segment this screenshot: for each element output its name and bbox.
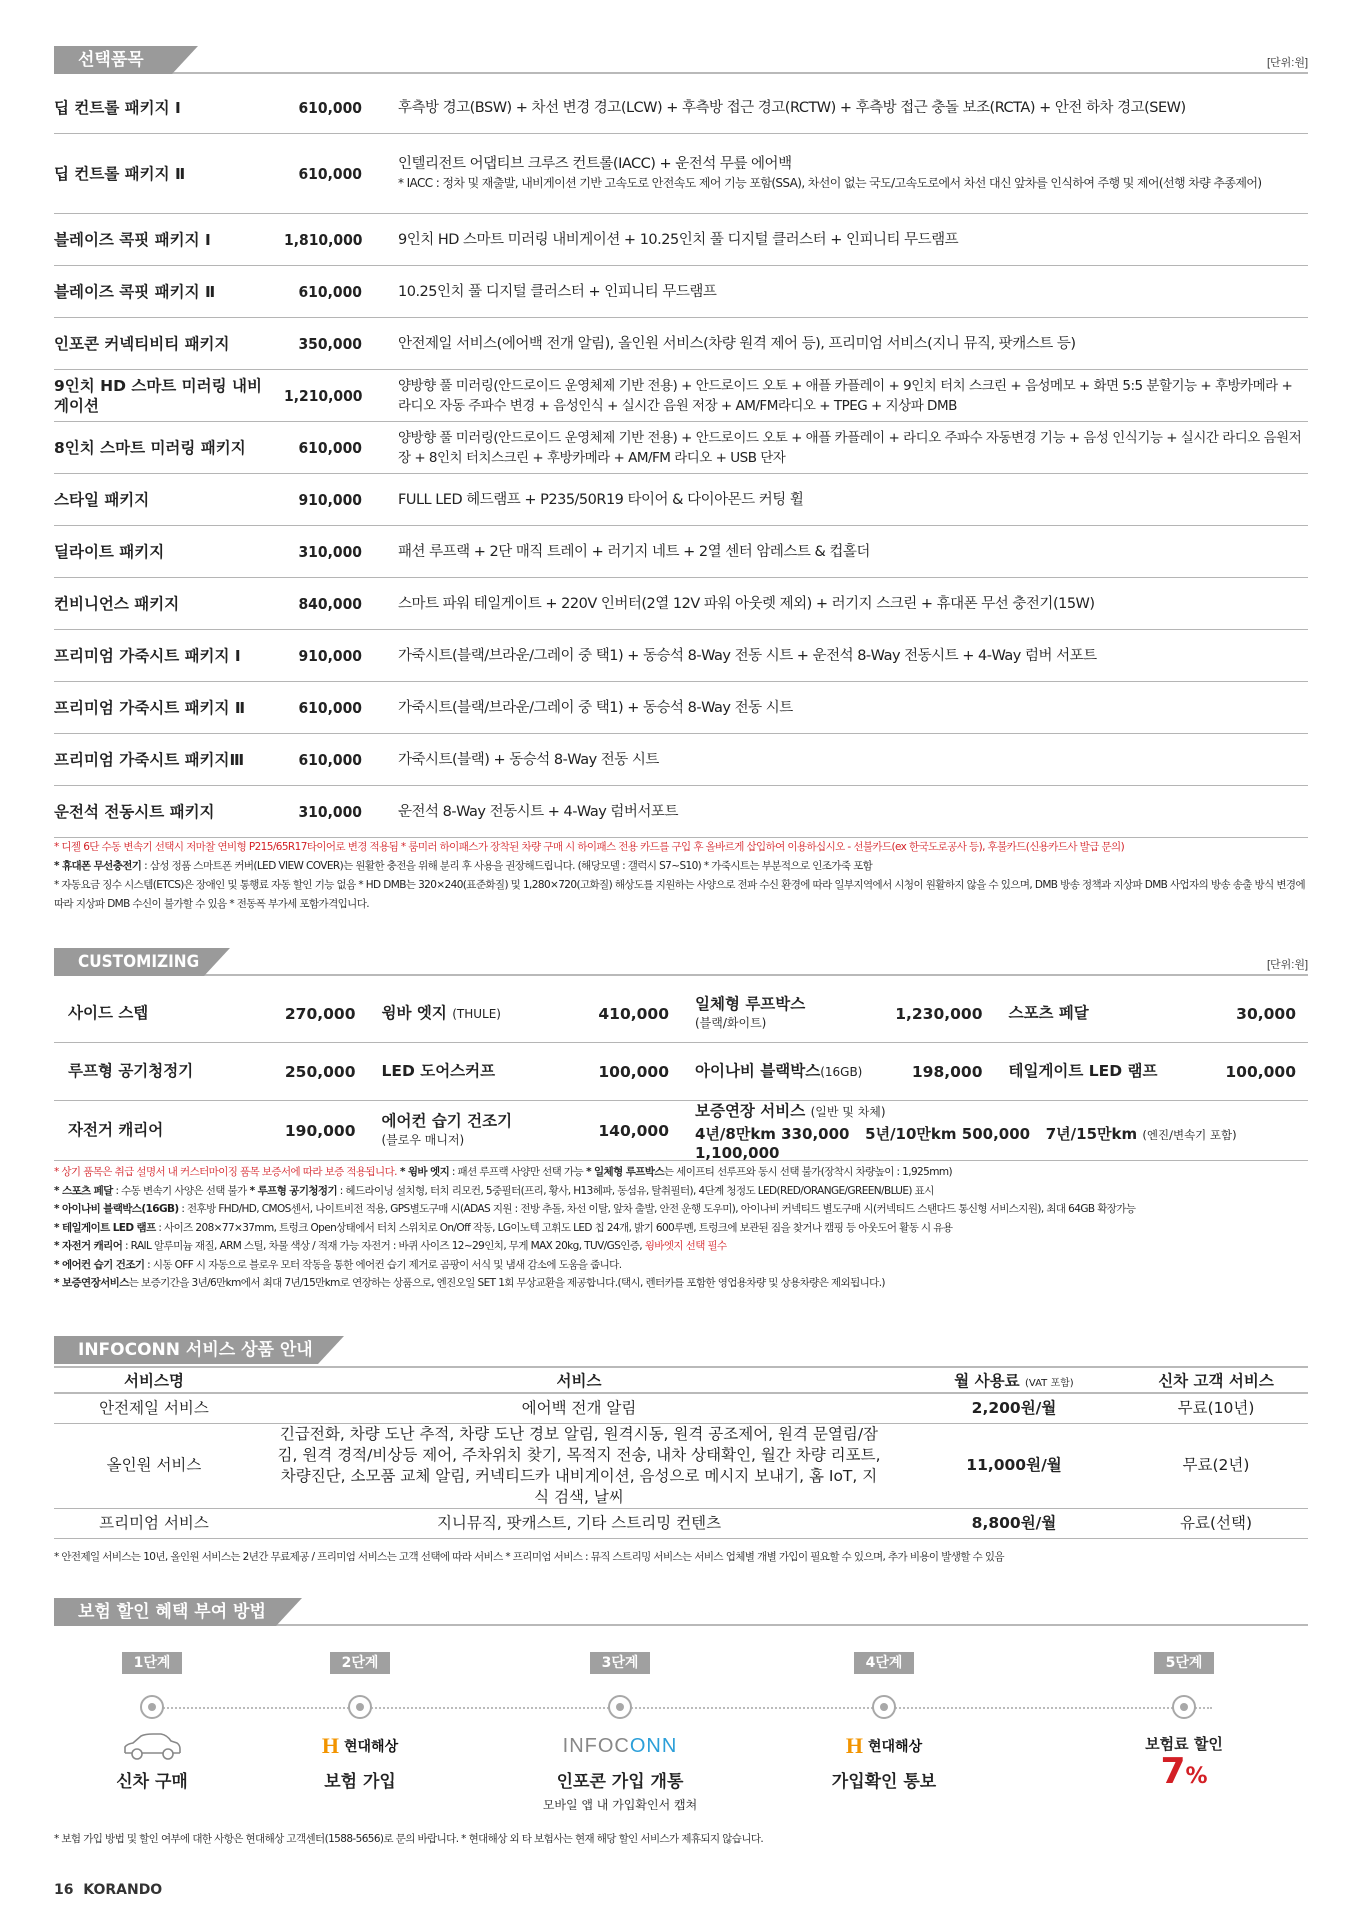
step-label: 가입확인 통보	[831, 1772, 937, 1792]
item-name-sub: (16GB)	[820, 1064, 863, 1079]
col-monthly-fee-text: 월 사용료	[954, 1372, 1020, 1390]
options-section-header	[54, 46, 1308, 74]
service-fee: 2,200원/월	[904, 1393, 1124, 1423]
note-bold: * 스포츠 페달	[54, 1184, 113, 1197]
warranty-extension-item	[681, 1099, 1308, 1162]
option-desc-text: 패션 루프랙 + 2단 매직 트레이 + 러기지 네트 + 2열 센터 암레스트 & 컵홀더	[398, 543, 870, 560]
brand-name: KORANDO	[83, 1882, 163, 1898]
service-new-car: 무료(2년)	[1124, 1423, 1308, 1508]
col-monthly-fee-sub: (VAT 포함)	[1025, 1378, 1074, 1389]
option-price: 610,000	[298, 98, 362, 117]
option-price: 310,000	[298, 542, 362, 561]
customizing-item-price: 250,000	[284, 1062, 356, 1081]
discount-unit: %	[1185, 1764, 1208, 1789]
customizing-item-name	[1009, 1062, 1158, 1081]
step-badge: 1단계	[122, 1652, 182, 1674]
warranty-option-4y: 4년/8만km 330,000	[695, 1125, 850, 1143]
table-row	[54, 134, 1308, 214]
table-row	[54, 1043, 1308, 1101]
option-desc	[362, 490, 1308, 510]
discount-value	[1074, 1751, 1294, 1795]
insurance-section-title: 보험 할인 혜택 부여 방법	[54, 1598, 276, 1626]
step-3	[510, 1652, 730, 1813]
note-text: : 패션 루프랙 사양만 선택 가능	[449, 1166, 584, 1178]
options-note-1: * 디젤 6단 수동 변속기 선택시 저마찰 연비형 P215/65R17타이어로 변경 적용됨 * 룸미러 하이패스가 장착된 차량 구매 시 하이패스 전용 카드를 구입 후 올바르게 삽입하여 이용하십시오 - 선불카드(ex 한국도로공사 등), 후불카드(신용카드사 발급 문의)	[54, 841, 1125, 853]
step-label: 보험 가입	[324, 1772, 396, 1792]
note-text: : 전후방 FHD/HD, CMOS센서, 나이트비전 적용, GPS별도구매 시(ADAS 지원 : 전방 추돌, 차선 이탈, 앞차 출발, 안전 운행 도우미), 아이나비 커넥티드 별도구매 시(커넥티드 스탠다드 통신형 서비스지원), 최대 64GB 확장가능	[178, 1203, 1136, 1215]
option-desc-text: 양방향 풀 미러링(안드로이드 운영체제 기반 전용) + 안드로이드 오토 + 애플 카플레이 + 라디오 주파수 자동변경 기능 + 음성 인식기능 + 실시간 라디오 음원저장 + 8인치 터치스크린 + 후방카메라 + AM/FM 라디오 + USB 단자	[398, 429, 1302, 466]
options-note-2-text: : 삼성 정품 스마트폰 커버(LED VIEW COVER)는 원활한 충전을 위해 분리 후 사용을 권장해드립니다. (해당모델 : 갤럭시 S7~S10) * 가죽시트는 부분적으로 인조가죽 포함	[141, 860, 873, 872]
car-icon	[42, 1731, 262, 1761]
customizing-item-name	[382, 1062, 496, 1081]
option-desc	[362, 750, 1308, 770]
option-desc-text: 9인치 HD 스마트 미러링 내비게이션 + 10.25인치 풀 디지털 클러스터 + 인피니티 무드램프	[398, 231, 959, 248]
customizing-note-7	[54, 1274, 1314, 1293]
customizing-item	[368, 1062, 682, 1081]
option-desc-note: * IACC : 정차 및 재출발, 내비게이션 기반 고속도로 안전속도 제어 기능 포함(SSA), 차선이 없는 국도/고속도로에서 차선 대신 앞차를 인식하여 주행 및 제어(선행 차량 추종제어)	[398, 176, 1262, 190]
customizing-item	[54, 1004, 368, 1023]
warranty-option-7y-price: 1,100,000	[695, 1144, 780, 1162]
option-name: 블레이즈 콕핏 패키지 Ⅱ	[54, 282, 216, 301]
step-1	[42, 1652, 262, 1792]
option-name: 9인치 HD 스마트 미러링 내비게이션	[54, 376, 262, 415]
col-service: 서비스	[254, 1367, 904, 1393]
option-desc	[362, 282, 1308, 302]
customizing-item-name	[68, 1121, 163, 1140]
item-name-text: LED 도어스커프	[381, 1062, 496, 1080]
logo-text-accent: ONN	[629, 1734, 678, 1757]
service-name: 프리미엄 서비스	[54, 1508, 254, 1538]
customizing-item-name	[382, 1112, 513, 1150]
service-desc: 지니뮤직, 팟캐스트, 기타 스트리밍 컨텐츠	[254, 1508, 904, 1538]
customizing-unit-label: [단위:원]	[1266, 959, 1308, 971]
service-desc: 긴급전화, 차량 도난 추적, 차량 도난 경보 알림, 원격시동, 원격 공조제어, 원격 문열림/잠김, 원격 경적/비상등 제어, 주차위치 찾기, 목적지 전송, 내차 상태확인, 월간 차량 리포트, 차량진단, 소모품 교체 알림, 커넥티드카 내비게이션, 음성으로 메시지 보내기, 홈 IoT, 지식 검색, 날씨	[254, 1423, 904, 1508]
option-desc	[362, 802, 1308, 822]
option-desc	[362, 542, 1308, 562]
option-desc-text: 운전석 8-Way 전동시트 + 4-Way 럼버서포트	[398, 803, 678, 820]
note-text: : RAIL 알루미늄 재질, ARM 스틸, 차물 색상 / 적재 가능 자전거 : 바퀴 사이즈 12~29인치, 무게 MAX 20kg, TUV/GS인증,	[122, 1240, 643, 1252]
customizing-item-price: 1,230,000	[895, 1004, 983, 1023]
option-price: 310,000	[298, 802, 362, 821]
step-marker-icon	[608, 1695, 632, 1719]
customizing-item-price: 30,000	[1236, 1004, 1296, 1023]
table-row	[54, 1423, 1308, 1508]
warranty-option-7y: 7년/15만km	[1045, 1125, 1138, 1143]
option-name: 스타일 패키지	[54, 490, 150, 509]
item-name-text: 에어컨 습기 건조기	[381, 1111, 513, 1130]
table-row	[54, 985, 1308, 1043]
customizing-table	[54, 985, 1308, 1161]
table-row	[54, 82, 1308, 134]
option-desc-text: 가죽시트(블랙/브라운/그레이 중 택1) + 동승석 8-Way 전동 시트	[398, 699, 793, 716]
step-label: 보험료 할인	[1145, 1735, 1223, 1753]
note-text: : 시동 OFF 시 자동으로 블로우 모터 작동을 통한 에어컨 습기 제거로 곰팡이 서식 및 냄새 감소에 도움을 줍니다.	[144, 1258, 622, 1271]
infoconn-note: * 안전제일 서비스는 10년, 올인원 서비스는 2년간 무료제공 / 프리미엄 서비스는 고객 선택에 따라 서비스 * 프리미엄 서비스 : 뮤직 스트리밍 서비스는 서비스 업체별 개별 가입이 필요할 수 있으며, 추가 비용이 발생할 수 있음	[54, 1551, 1004, 1563]
infoconn-section-title: INFOCONN 서비스 상품 안내	[54, 1336, 318, 1364]
note-text: : 헤드라이닝 설치형, 터치 리모컨, 5중필터(프리, 황사, H13헤파, 동섬유, 탈취필터), 4단계 청정도 LED(RED/ORANGE/GREEN/BLUE) 표시	[337, 1184, 934, 1197]
customizing-section-header	[54, 948, 1308, 976]
option-desc	[362, 646, 1308, 666]
option-price: 840,000	[298, 594, 362, 613]
item-name-sub: (블로우 매니저)	[381, 1132, 465, 1147]
options-note-3: * 자동요금 징수 시스템(ETCS)은 장애인 및 통행료 자동 할인 기능 없음 * HD DMB는 320×240(표준화질) 및 1,280×720(고화질) 해상도를 지원하는 사양으로 전파 수신 환경에 따라 일부지역에서 시청이 원활하지 않을 수 있으며, DMB 방송 정책과 지상파 DMB 사업자의 방송 송출 방식 변경에 따라 지상파 DMB 수신이 불가할 수 있음 * 전동폭 부가세 포함가격입니다.	[54, 879, 1306, 910]
note-bold: * 보증연장서비스	[54, 1277, 129, 1289]
customizing-note-2	[54, 1182, 1314, 1201]
option-name: 딥 컨트롤 패키지 Ⅰ	[54, 98, 181, 117]
customizing-note-4	[54, 1219, 1314, 1238]
step-marker-icon	[872, 1695, 896, 1719]
option-desc-text: 안전제일 서비스(에어백 전개 알림), 올인원 서비스(차량 원격 제어 등), 프리미엄 서비스(지니 뮤직, 팟캐스트 등)	[398, 335, 1076, 352]
customizing-item	[995, 1004, 1309, 1023]
warranty-title	[695, 1099, 1296, 1121]
customizing-item-name	[382, 1004, 501, 1024]
note-bold: * 아이나비 블랙박스(16GB)	[54, 1203, 179, 1215]
option-desc-text: 가죽시트(블랙/브라운/그레이 중 택1) + 동승석 8-Way 전동 시트 + 운전석 8-Way 전동시트 + 4-Way 럼버 서포트	[398, 647, 1097, 664]
item-name-text: 스포츠 페달	[1008, 1004, 1089, 1022]
customizing-section-title: CUSTOMIZING	[54, 948, 204, 976]
item-name-text: 루프형 공기청정기	[68, 1062, 194, 1080]
option-desc	[362, 594, 1308, 614]
option-desc	[362, 428, 1308, 468]
options-note-2	[54, 857, 1314, 876]
table-row	[54, 786, 1308, 838]
customizing-item-name	[695, 995, 805, 1033]
logo-text: 현대해상	[868, 1739, 923, 1755]
option-price: 610,000	[298, 164, 362, 183]
table-row	[54, 318, 1308, 370]
customizing-item-price: 198,000	[911, 1062, 983, 1081]
customizing-item	[995, 1062, 1309, 1081]
infoconn-table	[54, 1366, 1308, 1539]
infoconn-section-header	[54, 1336, 1308, 1364]
option-name: 운전석 전동시트 패키지	[54, 802, 215, 821]
item-name-text: 아이나비 블랙박스	[695, 1061, 821, 1080]
step-badge: 4단계	[854, 1652, 914, 1674]
insurance-section-header	[54, 1598, 1308, 1626]
table-row	[54, 214, 1308, 266]
option-price: 350,000	[298, 334, 362, 353]
warranty-title-sub: (일반 및 차체)	[810, 1105, 886, 1119]
option-desc-text: 양방향 풀 미러링(안드로이드 운영체제 기반 전용) + 안드로이드 오토 + 애플 카플레이 + 9인치 터치 스크린 + 음성메모 + 화면 5:5 분할기능 + 후방카메라 + 라디오 자동 주파수 변경 + 음성인식 + 실시간 음원 저장 + AM/FM라디오 + TPEG + 지상파 DMB	[398, 377, 1293, 414]
service-desc: 에어백 전개 알림	[254, 1393, 904, 1423]
options-notes	[54, 838, 1314, 914]
step-label: 신차 구매	[116, 1772, 188, 1792]
item-name-sub: (블랙/화이트)	[695, 1015, 767, 1030]
step-marker-icon	[1172, 1695, 1196, 1719]
table-row	[54, 1101, 1308, 1161]
customizing-item	[54, 1121, 368, 1140]
service-new-car: 무료(10년)	[1124, 1393, 1308, 1423]
options-table	[54, 82, 1308, 838]
logo-text: 현대해상	[344, 1739, 399, 1755]
customizing-note-1	[54, 1163, 1314, 1182]
option-desc	[362, 230, 1308, 250]
hyundai-marine-logo	[250, 1731, 470, 1761]
step-5	[1074, 1652, 1294, 1795]
warranty-option-7y-sub: (엔진/변속기 포함)	[1142, 1128, 1237, 1142]
customizing-item-name	[68, 1004, 148, 1023]
table-row	[54, 682, 1308, 734]
option-price: 1,810,000	[284, 230, 363, 249]
col-monthly-fee	[904, 1367, 1124, 1393]
customizing-item	[54, 1062, 368, 1081]
customizing-item	[368, 1112, 682, 1150]
note-text: 는 보증기간을 3년/6만km에서 최대 7년/15만km로 연장하는 상품으로, 엔진오일 SET 1회 무상교환을 제공합니다.(택시, 렌터카를 포함한 영업용차량 및 상용차량은 제외됩니다.)	[128, 1277, 885, 1289]
customizing-item-name	[1009, 1004, 1089, 1023]
customizing-item-price: 410,000	[598, 1004, 669, 1023]
customizing-item-name	[695, 1062, 862, 1082]
step-badge: 5단계	[1154, 1652, 1214, 1674]
option-name: 8인치 스마트 미러링 패키지	[54, 438, 246, 457]
hyundai-h-icon: H	[321, 1733, 339, 1758]
col-service-name: 서비스명	[54, 1367, 254, 1393]
option-name: 블레이즈 콕핏 패키지 Ⅰ	[54, 230, 211, 249]
options-note-2-bold: * 휴대폰 무선충전기	[54, 860, 142, 872]
note-bold: * 에어컨 습기 건조기	[54, 1258, 145, 1271]
customizing-item-price: 190,000	[284, 1121, 356, 1140]
option-price: 610,000	[298, 698, 362, 717]
warranty-values	[695, 1123, 1296, 1162]
option-desc-text: FULL LED 헤드램프 + P235/50R19 타이어 & 다이아몬드 커팅 휠	[398, 491, 804, 508]
logo-text: INFOC	[562, 1734, 630, 1757]
item-name-sub: (THULE)	[452, 1006, 501, 1021]
option-desc-text: 스마트 파워 테일게이트 + 220V 인버터(2열 12V 파워 아웃렛 제외) + 러기지 스크린 + 휴대폰 무선 충전기(15W)	[398, 595, 1095, 612]
options-section-title: 선택품목	[54, 46, 172, 74]
customizing-item	[368, 1004, 682, 1024]
customizing-item-price: 100,000	[1225, 1062, 1296, 1081]
table-row	[54, 422, 1308, 474]
option-name: 프리미엄 가죽시트 패키지 Ⅱ	[54, 698, 246, 717]
customizing-item-price: 270,000	[284, 1004, 356, 1023]
option-name: 프리미엄 가죽시트 패키지Ⅲ	[54, 750, 245, 769]
service-name: 올인원 서비스	[54, 1423, 254, 1508]
customizing-notes	[54, 1163, 1314, 1293]
step-label: 인포콘 가입 개통	[556, 1772, 684, 1792]
note-bold: * 자전거 캐리어	[54, 1240, 123, 1252]
option-desc	[362, 698, 1308, 718]
option-desc	[362, 154, 1308, 193]
option-desc-text: 10.25인치 풀 디지털 클러스터 + 인피니티 무드램프	[398, 283, 717, 300]
page-footer	[54, 1882, 162, 1898]
table-row	[54, 370, 1308, 422]
service-fee: 11,000원/월	[904, 1423, 1124, 1508]
customizing-item-price: 100,000	[598, 1062, 669, 1081]
page-number: 16	[54, 1882, 74, 1898]
discount-number: 7	[1160, 1751, 1186, 1792]
option-desc	[362, 334, 1308, 354]
infoconn-logo	[510, 1731, 730, 1761]
option-name: 컨비니언스 패키지	[54, 594, 180, 613]
customizing-note-3	[54, 1200, 1314, 1219]
step-marker-icon	[348, 1695, 372, 1719]
table-header-row	[54, 1367, 1308, 1393]
customizing-item-price: 140,000	[598, 1121, 669, 1140]
insurance-note: * 보험 가입 방법 및 할인 여부에 대한 사항은 현대해상 고객센터(1588-5656)로 문의 바랍니다. * 현대해상 외 타 보험사는 현재 해당 할인 서비스가 제휴되지 않습니다.	[54, 1833, 764, 1845]
table-row	[54, 734, 1308, 786]
step-badge: 3단계	[590, 1652, 650, 1674]
note-bold: * 테일게이트 LED 램프	[54, 1221, 156, 1234]
table-row	[54, 266, 1308, 318]
table-row	[54, 578, 1308, 630]
service-name: 안전제일 서비스	[54, 1393, 254, 1423]
note-text: : 사이즈 208×77×37mm, 트렁크 Open상태에서 터치 스위치로 On/Off 작동, LG이노텍 고휘도 LED 칩 24개, 밝기 600루멘, 트렁크에 보관된 짐을 찾거나 캠핑 등 아웃도어 활동 시 유용	[155, 1221, 953, 1234]
item-name-text: 일체형 루프박스	[695, 994, 806, 1013]
col-new-car: 신차 고객 서비스	[1124, 1367, 1308, 1393]
insurance-steps	[54, 1652, 1308, 1822]
option-price: 610,000	[298, 438, 362, 457]
option-desc-text: 가죽시트(블랙) + 동승석 8-Way 전동 시트	[398, 751, 659, 768]
options-unit-label: [단위:원]	[1266, 57, 1308, 69]
step-4	[774, 1652, 994, 1792]
hyundai-h-icon: H	[845, 1733, 863, 1758]
note-bold: * 일체형 루프박스	[583, 1166, 664, 1178]
customizing-note-5	[54, 1237, 1314, 1256]
option-desc	[362, 376, 1308, 416]
option-price: 610,000	[298, 750, 362, 769]
customizing-item	[681, 995, 995, 1033]
note-red: * 상기 품목은 취급 설명서 내 커스터마이징 품목 보증서에 따라 보증 적용됩니다.	[54, 1166, 397, 1178]
step-2	[250, 1652, 470, 1792]
note-bold: * 윙바 엣지	[396, 1166, 450, 1178]
note-bold: * 루프형 공기청정기	[246, 1184, 338, 1197]
service-new-car: 유료(선택)	[1124, 1508, 1308, 1538]
hyundai-marine-logo	[774, 1731, 994, 1761]
option-price: 610,000	[298, 282, 362, 301]
customizing-note-6	[54, 1256, 1314, 1275]
customizing-item	[681, 1062, 995, 1082]
note-red: 윙바엣지 선택 필수	[642, 1240, 727, 1252]
option-name: 인포콘 커넥티비티 패키지	[54, 334, 230, 353]
option-price: 910,000	[298, 646, 362, 665]
option-name: 딜라이트 패키지	[54, 542, 165, 561]
option-price: 1,210,000	[284, 386, 363, 405]
warranty-option-5y: 5년/10만km 500,000	[865, 1125, 1031, 1143]
customizing-item-name	[68, 1062, 193, 1081]
item-name-text: 자전거 캐리어	[68, 1121, 164, 1139]
option-price: 910,000	[298, 490, 362, 509]
table-row	[54, 630, 1308, 682]
item-name-text: 사이드 스텝	[68, 1004, 149, 1022]
option-name: 딥 컨트롤 패키지 Ⅱ	[54, 164, 186, 183]
option-name: 프리미엄 가죽시트 패키지 Ⅰ	[54, 646, 241, 665]
note-text: : 수동 변속기 사양은 선택 불가	[112, 1184, 247, 1197]
step-marker-icon	[140, 1695, 164, 1719]
option-desc-text: 후측방 경고(BSW) + 차선 변경 경고(LCW) + 후측방 접근 경고(RCTW) + 후측방 접근 충돌 보조(RCTA) + 안전 하차 경고(SEW)	[398, 99, 1186, 116]
table-row	[54, 474, 1308, 526]
option-desc-text: 인텔리전트 어댑티브 크루즈 컨트롤(IACC) + 운전석 무릎 에어백	[398, 156, 792, 172]
note-text: 는 세이프티 선루프와 동시 선택 불가(장착시 차량높이 : 1,925mm)	[663, 1166, 952, 1178]
table-row	[54, 1393, 1308, 1423]
step-sublabel: 모바일 앱 내 가입확인서 캡쳐	[542, 1798, 698, 1812]
item-name-text: 윙바 엣지	[381, 1003, 447, 1022]
service-fee: 8,800원/월	[904, 1508, 1124, 1538]
item-name-text: 테일게이트 LED 램프	[1008, 1062, 1158, 1080]
table-row	[54, 1508, 1308, 1538]
warranty-title-text: 보증연장 서비스	[695, 1102, 806, 1120]
table-row	[54, 526, 1308, 578]
option-desc	[362, 98, 1308, 118]
step-badge: 2단계	[330, 1652, 390, 1674]
